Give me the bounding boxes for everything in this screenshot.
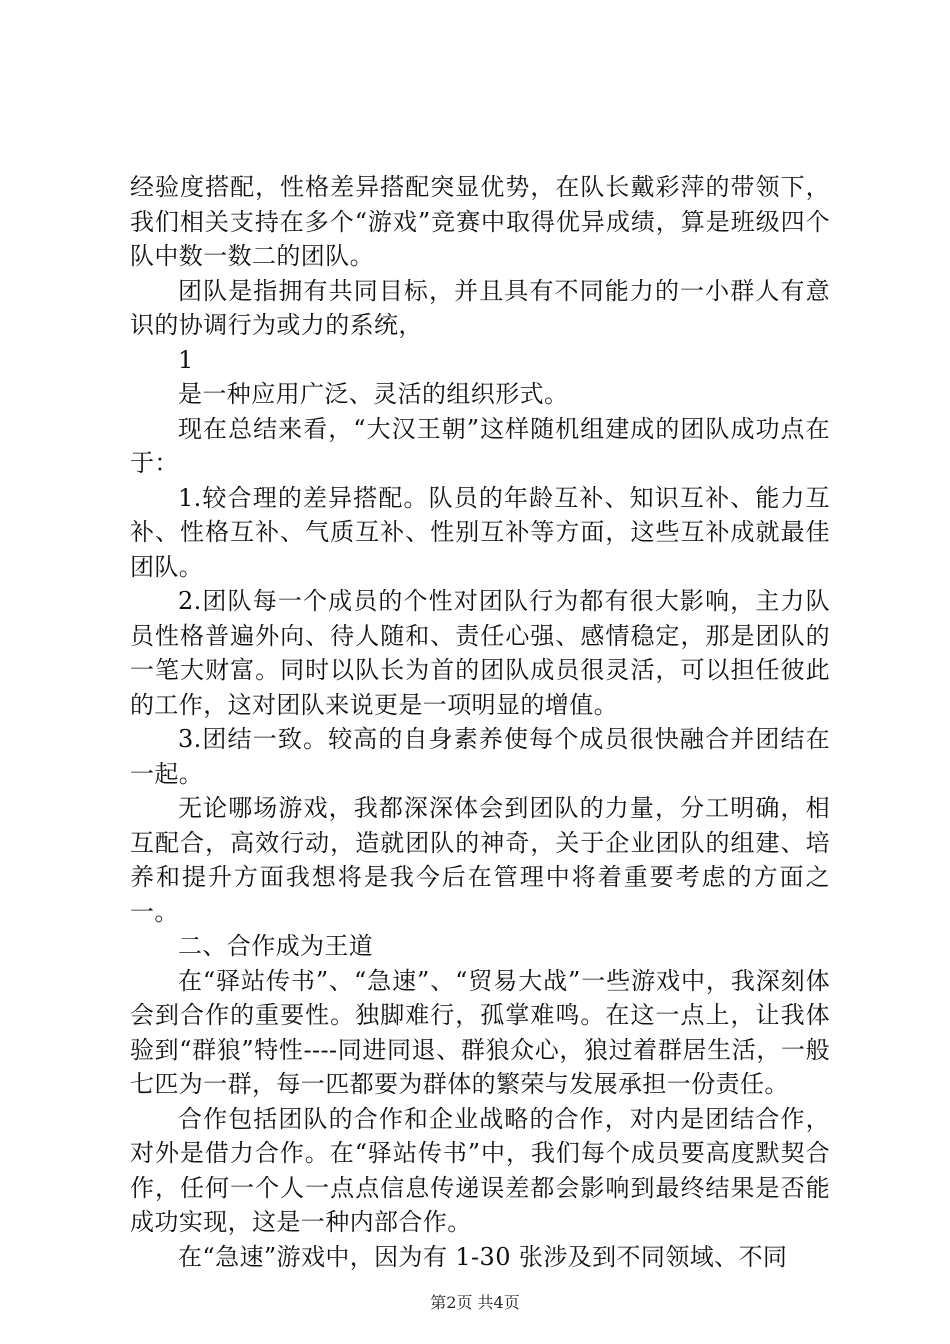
paragraph: 合作包括团队的合作和企业战略的合作，对内是团结合作，对外是借力合作。在“驿站传书”中，我们每个成员要高度默契合作，任何一个人一点点信息传递误差都会影响到最终结果是否能成功实现，这是一种内部合作。 — [130, 1104, 830, 1236]
footnote-marker: 1 — [178, 345, 194, 374]
list-item: 2.团队每一个成员的个性对团队行为都有很大影响，主力队员性格普遍外向、待人随和、责任心强、感情稳定，那是团队的一笔大财富。同时以队长为首的团队成员很灵活，可以担任彼此的工作，这对团队来说更是一项明显的增值。 — [130, 587, 830, 719]
paragraph: 在“急速”游戏中，因为有 1-30 张涉及到不同领域、不同 — [178, 1242, 788, 1271]
paragraph: 现在总结来看，“大汉王朝”这样随机组建成的团队成功点在于： — [130, 414, 830, 477]
list-item: 3.团结一致。较高的自身素养使每个成员很快融合并团结在一起。 — [130, 725, 830, 788]
paragraph: 团队是指拥有共同目标，并且具有不同能力的一小群人有意识的协调行为或力的系统， — [130, 276, 830, 339]
paragraph: 经验度搭配，性格差异搭配突显优势，在队长戴彩萍的带领下，我们相关支持在多个“游戏”竞赛中取得优异成绩，算是班级四个队中数一数二的团队。 — [130, 173, 830, 270]
paragraph: 在“驿站传书”、“急速”、“贸易大战”一些游戏中，我深刻体会到合作的重要性。独脚难行，孤掌难鸣。在这一点上，让我体验到“群狼”特性----同进同退、群狼众心，狼过着群居生活，一般七匹为一群，每一匹都要为群体的繁荣与发展承担一份责任。 — [130, 966, 830, 1098]
paragraph: 无论哪场游戏，我都深深体会到团队的力量，分工明确，相互配合，高效行动，造就团队的神奇，关于企业团队的组建、培养和提升方面我想将是我今后在管理中将着重要考虑的方面之一。 — [130, 794, 830, 926]
paragraph: 是一种应用广泛、灵活的组织形式。 — [178, 380, 569, 408]
page-footer: 第2页 共4页 — [430, 1293, 520, 1312]
document-body — [130, 170, 830, 1274]
list-item: 1.较合理的差异搭配。队员的年龄互补、知识互补、能力互补、性格互补、气质互补、性别互补等方面，这些互补成就最佳团队。 — [130, 483, 830, 581]
section-heading: 二、合作成为王道 — [178, 932, 374, 960]
